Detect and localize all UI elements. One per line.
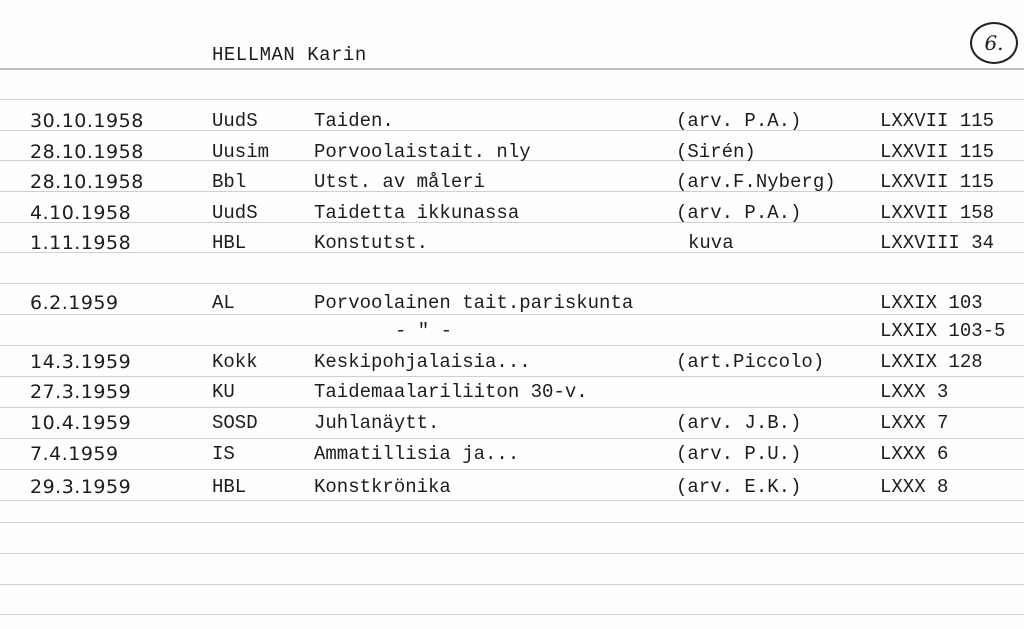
card-number: 6. [970,22,1018,64]
entry-date: 1.11.1958 [30,232,132,254]
entry-title: Keskipohjalaisia... [314,351,531,373]
header-rule [0,68,1024,70]
list-item [0,232,1024,258]
card-name: HELLMAN Karin [212,44,367,66]
entry-date: 4.10.1958 [30,202,132,224]
entry-date: 29.3.1959 [30,476,132,498]
entry-reference: LXXX 3 [880,381,949,403]
entry-title: - " - [395,320,453,342]
entry-title: Ammatillisia ja... [314,443,520,465]
entry-reference: LXXIX 103-5 [880,320,1006,342]
ruled-line [0,553,1024,554]
entry-title: Taiden. [314,110,394,132]
entry-date: 30.10.1958 [30,110,144,132]
entry-title: Konstutst. [314,232,429,254]
list-item [0,412,1024,438]
entry-source: IS [212,443,235,465]
entry-date: 7.4.1959 [30,443,119,465]
list-item [0,110,1024,136]
entry-title: Juhlanäytt. [314,412,440,434]
entry-title: Taidetta ikkunassa [314,202,520,224]
entry-note: (arv. J.B.) [676,412,802,434]
entry-reference: LXXVII 115 [880,171,995,193]
entry-date: 14.3.1959 [30,351,132,373]
list-item [0,320,1024,346]
entry-date: 10.4.1959 [30,412,132,434]
entry-reference: LXXVII 158 [880,202,995,224]
entry-title: Porvoolainen tait.pariskunta [314,292,634,314]
entry-reference: LXXX 6 [880,443,949,465]
entry-note: (Sirén) [676,141,756,163]
list-item [0,292,1024,318]
entry-reference: LXXVII 115 [880,110,995,132]
entry-note: (arv. E.K.) [676,476,802,498]
ruled-line [0,283,1024,284]
entry-note: (arv. P.U.) [676,443,802,465]
entry-reference: LXXVIII 34 [880,232,995,254]
entry-source: HBL [212,232,247,254]
entry-source: SOSD [212,412,258,434]
entry-source: Kokk [212,351,258,373]
list-item [0,443,1024,469]
ruled-line [0,99,1024,100]
ruled-line [0,584,1024,585]
list-item [0,202,1024,228]
entry-note: (art.Piccolo) [676,351,825,373]
entry-title: Konstkrönika [314,476,451,498]
entry-date: 6.2.1959 [30,292,119,314]
entry-date: 27.3.1959 [30,381,132,403]
entry-source: UudS [212,202,258,224]
entry-date: 28.10.1958 [30,171,144,193]
entry-title: Utst. av måleri [314,171,486,193]
entry-note: kuva [688,232,734,254]
entry-reference: LXXIX 103 [880,292,983,314]
list-item [0,171,1024,197]
entry-source: KU [212,381,235,403]
entry-source: AL [212,292,235,314]
list-item [0,476,1024,502]
ruled-line [0,614,1024,615]
entry-title: Taidemaalariliiton 30-v. [314,381,588,403]
entry-reference: LXXVII 115 [880,141,995,163]
entry-note: (arv.F.Nyberg) [676,171,836,193]
entry-reference: LXXIX 128 [880,351,983,373]
entry-date: 28.10.1958 [30,141,144,163]
entry-title: Porvoolaistait. nly [314,141,531,163]
ruled-line [0,438,1024,439]
entry-source: Bbl [212,171,247,193]
ruled-line [0,522,1024,523]
ruled-line [0,407,1024,408]
entry-source: Uusim [212,141,270,163]
entry-reference: LXXX 7 [880,412,949,434]
ruled-line [0,469,1024,470]
list-item [0,381,1024,407]
list-item [0,351,1024,377]
entry-reference: LXXX 8 [880,476,949,498]
entry-source: HBL [212,476,247,498]
entry-note: (arv. P.A.) [676,110,802,132]
entry-note: (arv. P.A.) [676,202,802,224]
list-item [0,141,1024,167]
entry-source: UudS [212,110,258,132]
